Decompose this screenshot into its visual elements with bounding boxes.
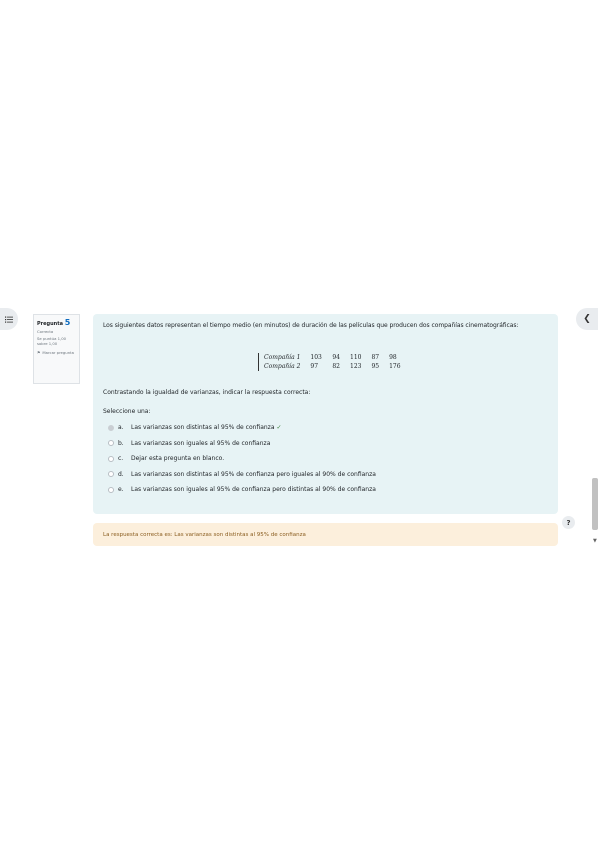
table-row [259,362,406,371]
question-label: Pregunta [37,321,63,327]
course-index-toggle[interactable] [0,308,18,330]
help-button[interactable] [562,516,575,529]
question-number [37,318,76,327]
check-icon: ✓ [276,424,282,432]
block-drawer-toggle[interactable] [576,308,598,330]
answer-letter: d. [118,470,124,478]
table-cell: 103 [310,354,322,361]
radio-button[interactable] [108,487,114,493]
flag-question-link[interactable] [37,350,76,355]
data-table [258,353,406,371]
radio-button[interactable] [108,425,114,431]
table-cell: 94 [332,354,340,361]
answer-option-e[interactable] [103,482,548,498]
answer-option-c[interactable] [103,451,548,467]
radio-button[interactable] [108,440,114,446]
table-cell: 87 [371,354,380,361]
answer-text: Las varianzas son iguales al 95% de confianza [131,439,271,447]
table-cell: 95 [371,363,380,370]
question-state: Correcta [37,329,54,334]
answer-text: Dejar esta pregunta en blanco. [131,455,225,463]
table-cell: 110 [350,354,362,361]
scrollbar-thumb[interactable] [592,478,598,530]
table-row [259,353,406,362]
question-prompt: Contrastando la igualdad de varianzas, indicar la respuesta correcta: [103,389,311,396]
question-mark-icon: ? [566,518,571,527]
answer-text: Las varianzas son distintas al 95% de confianza pero iguales al 90% de confianza [131,470,376,478]
table-cell: 176 [389,363,401,370]
right-answer-feedback [93,523,558,546]
answer-letter: e. [118,486,124,494]
question-info [33,314,80,384]
answer-text: Las varianzas son distintas al 95% de confianza [131,424,275,432]
answer-list [103,420,548,498]
feedback-text: La respuesta correcta es: Las varianzas son distintas al 95% de confianza [103,531,306,538]
table-cell: 97 [310,363,319,370]
answer-option-b[interactable] [103,436,548,452]
answer-text: Las varianzas son iguales al 95% de confianza pero distintas al 90% de confianza [131,486,376,494]
select-label: Seleccione una: [103,408,151,415]
flag-icon: ⚑ [37,350,41,355]
table-cell: 82 [332,363,340,370]
flag-label: Marcar pregunta [42,350,74,355]
question-grade: Se puntúa 1,00 sobre 1,00 [37,336,67,346]
table-cell: Compañía 2 [264,363,301,370]
chevron-left-icon: ❮ [583,314,591,324]
question-text: Los siguientes datos representan el tiempo medio (en minutos) de duración de las películas que producen dos compañías cinematográficas: [103,322,519,329]
answer-option-a[interactable] [103,420,548,436]
table-cell: Compañía 1 [264,354,301,361]
list-icon [5,316,13,323]
question-formulation [93,314,558,514]
question-number-value: 5 [64,318,71,327]
radio-button[interactable] [108,471,114,477]
answer-option-d[interactable] [103,467,548,483]
scroll-down-icon[interactable]: ▼ [593,538,597,544]
answer-letter: b. [118,439,124,447]
table-cell: 123 [350,363,362,370]
table-cell: 98 [389,354,397,361]
answer-letter: a. [118,424,124,432]
radio-button[interactable] [108,456,114,462]
answer-letter: c. [118,455,124,463]
